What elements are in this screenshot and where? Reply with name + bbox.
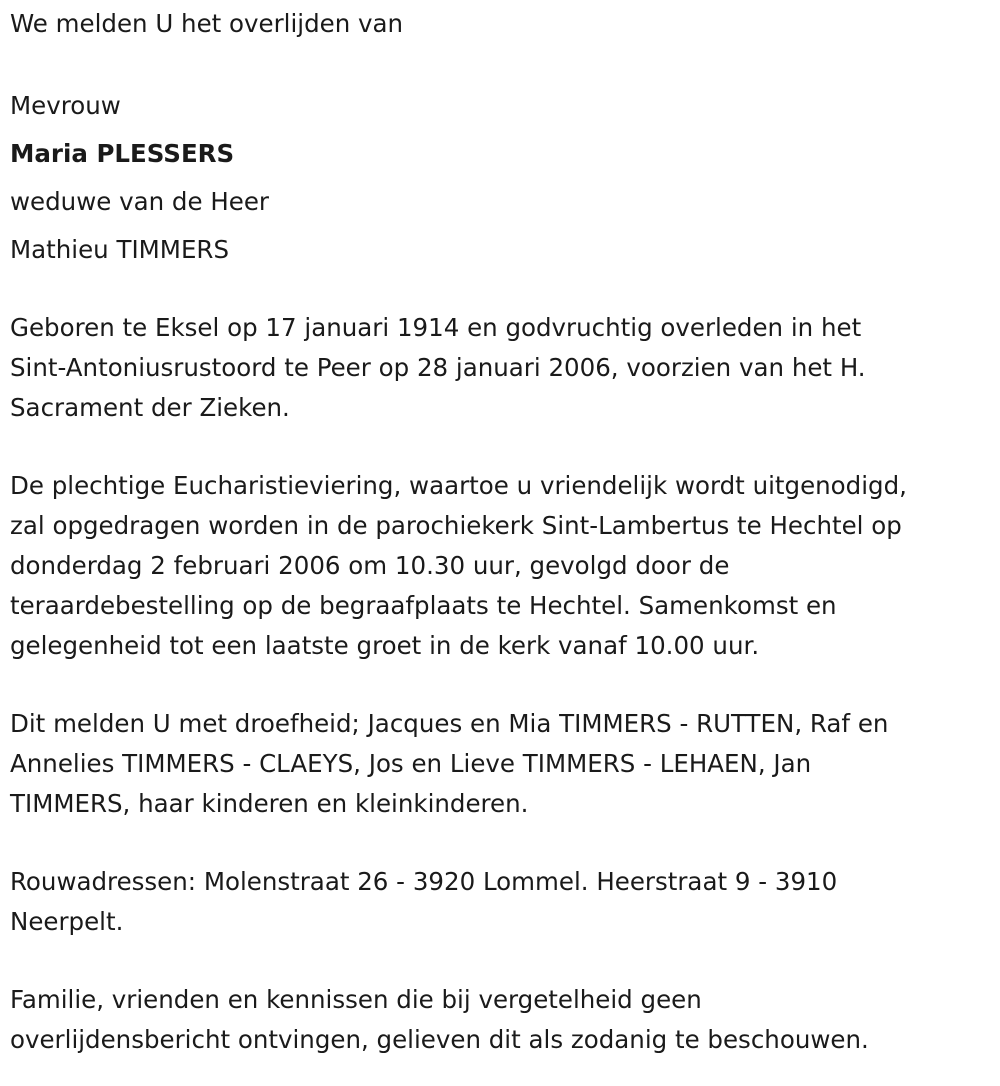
paragraph-line: TIMMERS, haar kinderen en kleinkinderen. <box>10 789 529 818</box>
birth-death-paragraph <box>10 308 995 428</box>
closing-paragraph <box>10 980 995 1060</box>
person-relation: weduwe van de Heer <box>10 187 269 216</box>
spacer <box>10 824 995 862</box>
paragraph-line: Annelies TIMMERS - CLAEYS, Jos en Lieve TIMMERS - LEHAEN, Jan <box>10 749 812 778</box>
addresses-paragraph <box>10 862 995 942</box>
family-paragraph <box>10 704 995 824</box>
paragraph-line: Geboren te Eksel op 17 januari 1914 en godvruchtig overleden in het <box>10 313 862 342</box>
intro-text: We melden U het overlijden van <box>10 9 404 38</box>
paragraph-line: overlijdensbericht ontvingen, gelieven dit als zodanig te beschouwen. <box>10 1025 869 1054</box>
spacer <box>10 44 995 82</box>
paragraph-line: Familie, vrienden en kennissen die bij vergetelheid geen <box>10 985 702 1014</box>
spouse-name: Mathieu TIMMERS <box>10 235 230 264</box>
paragraph-line: Sacrament der Zieken. <box>10 393 290 422</box>
paragraph-line: Dit melden U met droefheid; Jacques en Mia TIMMERS - RUTTEN, Raf en <box>10 709 889 738</box>
paragraph-line: Neerpelt. <box>10 907 124 936</box>
paragraph-line: teraardebestelling op de begraafplaats te Hechtel. Samenkomst en <box>10 591 837 620</box>
funeral-paragraph <box>10 466 995 666</box>
person-title: Mevrouw <box>10 91 121 120</box>
obituary-notice <box>10 0 995 1060</box>
paragraph-line: zal opgedragen worden in de parochiekerk Sint-Lambertus te Hechtel op <box>10 511 902 540</box>
spacer <box>10 666 995 704</box>
paragraph-line: De plechtige Eucharistieviering, waartoe u vriendelijk wordt uitgenodigd, <box>10 471 907 500</box>
person-name: Maria PLESSERS <box>10 139 235 168</box>
spacer <box>10 428 995 466</box>
spacer <box>10 942 995 980</box>
paragraph-line: Rouwadressen: Molenstraat 26 - 3920 Lommel. Heerstraat 9 - 3910 <box>10 867 838 896</box>
person-block <box>10 82 995 274</box>
paragraph-line: donderdag 2 februari 2006 om 10.30 uur, gevolgd door de <box>10 551 730 580</box>
paragraph-line: Sint-Antoniusrustoord te Peer op 28 januari 2006, voorzien van het H. <box>10 353 866 382</box>
spacer <box>10 274 995 308</box>
paragraph-line: gelegenheid tot een laatste groet in de kerk vanaf 10.00 uur. <box>10 631 760 660</box>
